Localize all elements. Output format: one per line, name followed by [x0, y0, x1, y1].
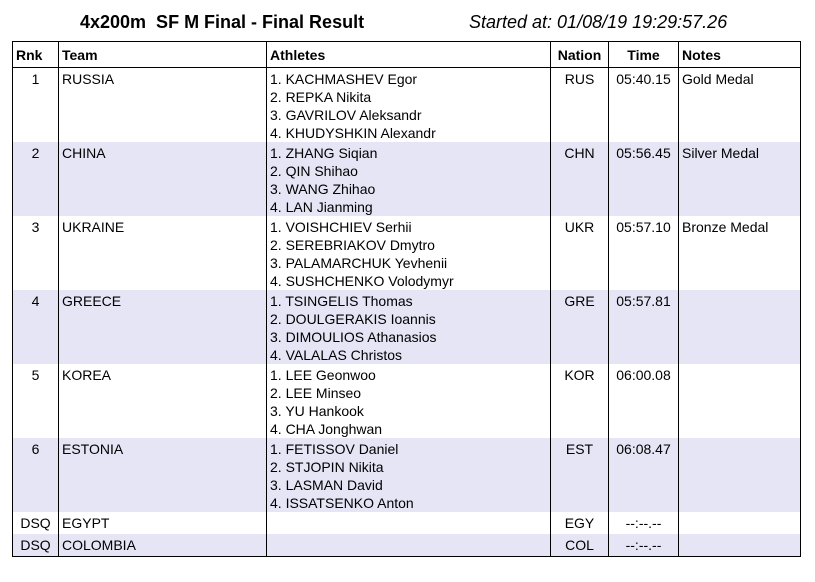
athlete-name: 3. PALAMARCHUK Yevhenii — [270, 255, 448, 271]
athletes-cell — [267, 534, 551, 556]
time-cell: 05:57.81 — [609, 290, 679, 364]
notes-cell — [679, 512, 801, 534]
athlete-name: 4. VALALAS Christos — [270, 347, 403, 363]
table-row — [13, 512, 801, 534]
rank-cell: 5 — [13, 364, 59, 438]
team-cell: GREECE — [59, 290, 267, 364]
athletes-cell — [267, 68, 551, 143]
table-row — [13, 364, 801, 438]
athlete-name: 1. KACHMASHEV Egor — [270, 71, 418, 87]
nation-cell: EST — [551, 438, 609, 512]
athlete-name: 4. CHA Jonghwan — [270, 421, 383, 437]
athlete-name: 3. GAVRILOV Aleksandr — [270, 107, 422, 123]
nation-cell: RUS — [551, 68, 609, 143]
results-body — [13, 68, 801, 557]
table-row — [13, 216, 801, 290]
time-cell: --:--.-- — [609, 512, 679, 534]
table-row — [13, 438, 801, 512]
athlete-name: 1. LEE Geonwoo — [270, 367, 376, 383]
notes-cell — [679, 438, 801, 512]
time-cell: 05:56.45 — [609, 142, 679, 216]
page-header — [0, 10, 815, 34]
team-cell: COLOMBIA — [59, 534, 267, 556]
athlete-name: 2. SEREBRIAKOV Dmytro — [270, 237, 435, 253]
athlete-name: 1. VOISHCHIEV Serhii — [270, 219, 412, 235]
athlete-name: 1. ZHANG Siqian — [270, 145, 378, 161]
athletes-cell — [267, 364, 551, 438]
time-cell: 05:57.10 — [609, 216, 679, 290]
athlete-name: 3. WANG Zhihao — [270, 181, 376, 197]
team-cell: UKRAINE — [59, 216, 267, 290]
athletes-cell — [267, 290, 551, 364]
column-header-rank: Rnk — [13, 42, 59, 68]
time-cell: 06:08.47 — [609, 438, 679, 512]
team-cell: EGYPT — [59, 512, 267, 534]
athlete-name: 2. QIN Shihao — [270, 163, 358, 179]
athlete-name: 1. FETISSOV Daniel — [270, 441, 399, 457]
table-row — [13, 142, 801, 216]
time-cell: 06:00.08 — [609, 364, 679, 438]
rank-cell: 4 — [13, 290, 59, 364]
start-time: Started at: 01/08/19 19:29:57.26 — [469, 12, 728, 32]
column-header-nation: Nation — [551, 42, 609, 68]
athlete-name: 4. ISSATSENKO Anton — [270, 495, 414, 511]
athlete-name: 3. DIMOULIOS Athanasios — [270, 329, 437, 345]
athlete-name: 4. SUSHCHENKO Volodymyr — [270, 273, 454, 289]
team-cell: KOREA — [59, 364, 267, 438]
athletes-cell — [267, 216, 551, 290]
time-cell: --:--.-- — [609, 534, 679, 556]
table-row — [13, 534, 801, 556]
column-header-time: Time — [609, 42, 679, 68]
team-cell: CHINA — [59, 142, 267, 216]
event-title: 4x200m SF M Final - Final Result — [80, 12, 365, 32]
nation-cell: GRE — [551, 290, 609, 364]
notes-cell: Silver Medal — [679, 142, 801, 216]
column-header-notes: Notes — [679, 42, 801, 68]
athletes-cell — [267, 438, 551, 512]
nation-cell: KOR — [551, 364, 609, 438]
nation-cell: COL — [551, 534, 609, 556]
athlete-name: 2. LEE Minseo — [270, 385, 362, 401]
notes-cell — [679, 364, 801, 438]
column-header-athletes: Athletes — [267, 42, 551, 68]
athlete-name: 4. KHUDYSHKIN Alexandr — [270, 125, 436, 141]
athlete-name: 3. LASMAN David — [270, 477, 383, 493]
team-cell: RUSSIA — [59, 68, 267, 143]
team-cell: ESTONIA — [59, 438, 267, 512]
athletes-cell — [267, 512, 551, 534]
rank-cell: DSQ — [13, 534, 59, 556]
notes-cell — [679, 534, 801, 556]
table-header-row — [13, 42, 801, 68]
table-row — [13, 290, 801, 364]
athlete-name: 3. YU Hankook — [270, 403, 364, 419]
nation-cell: CHN — [551, 142, 609, 216]
notes-cell — [679, 290, 801, 364]
results-table — [12, 41, 801, 557]
table-row — [13, 68, 801, 143]
column-header-team: Team — [59, 42, 267, 68]
rank-cell: 6 — [13, 438, 59, 512]
athletes-cell — [267, 142, 551, 216]
time-cell: 05:40.15 — [609, 68, 679, 143]
rank-cell: 3 — [13, 216, 59, 290]
athlete-name: 2. REPKA Nikita — [270, 89, 372, 105]
rank-cell: 1 — [13, 68, 59, 143]
rank-cell: 2 — [13, 142, 59, 216]
athlete-name: 2. DOULGERAKIS Ioannis — [270, 311, 436, 327]
athlete-name: 2. STJOPIN Nikita — [270, 459, 384, 475]
athlete-name: 1. TSINGELIS Thomas — [270, 293, 413, 309]
athlete-name: 4. LAN Jianming — [270, 199, 373, 215]
nation-cell: EGY — [551, 512, 609, 534]
rank-cell: DSQ — [13, 512, 59, 534]
notes-cell: Gold Medal — [679, 68, 801, 143]
nation-cell: UKR — [551, 216, 609, 290]
notes-cell: Bronze Medal — [679, 216, 801, 290]
